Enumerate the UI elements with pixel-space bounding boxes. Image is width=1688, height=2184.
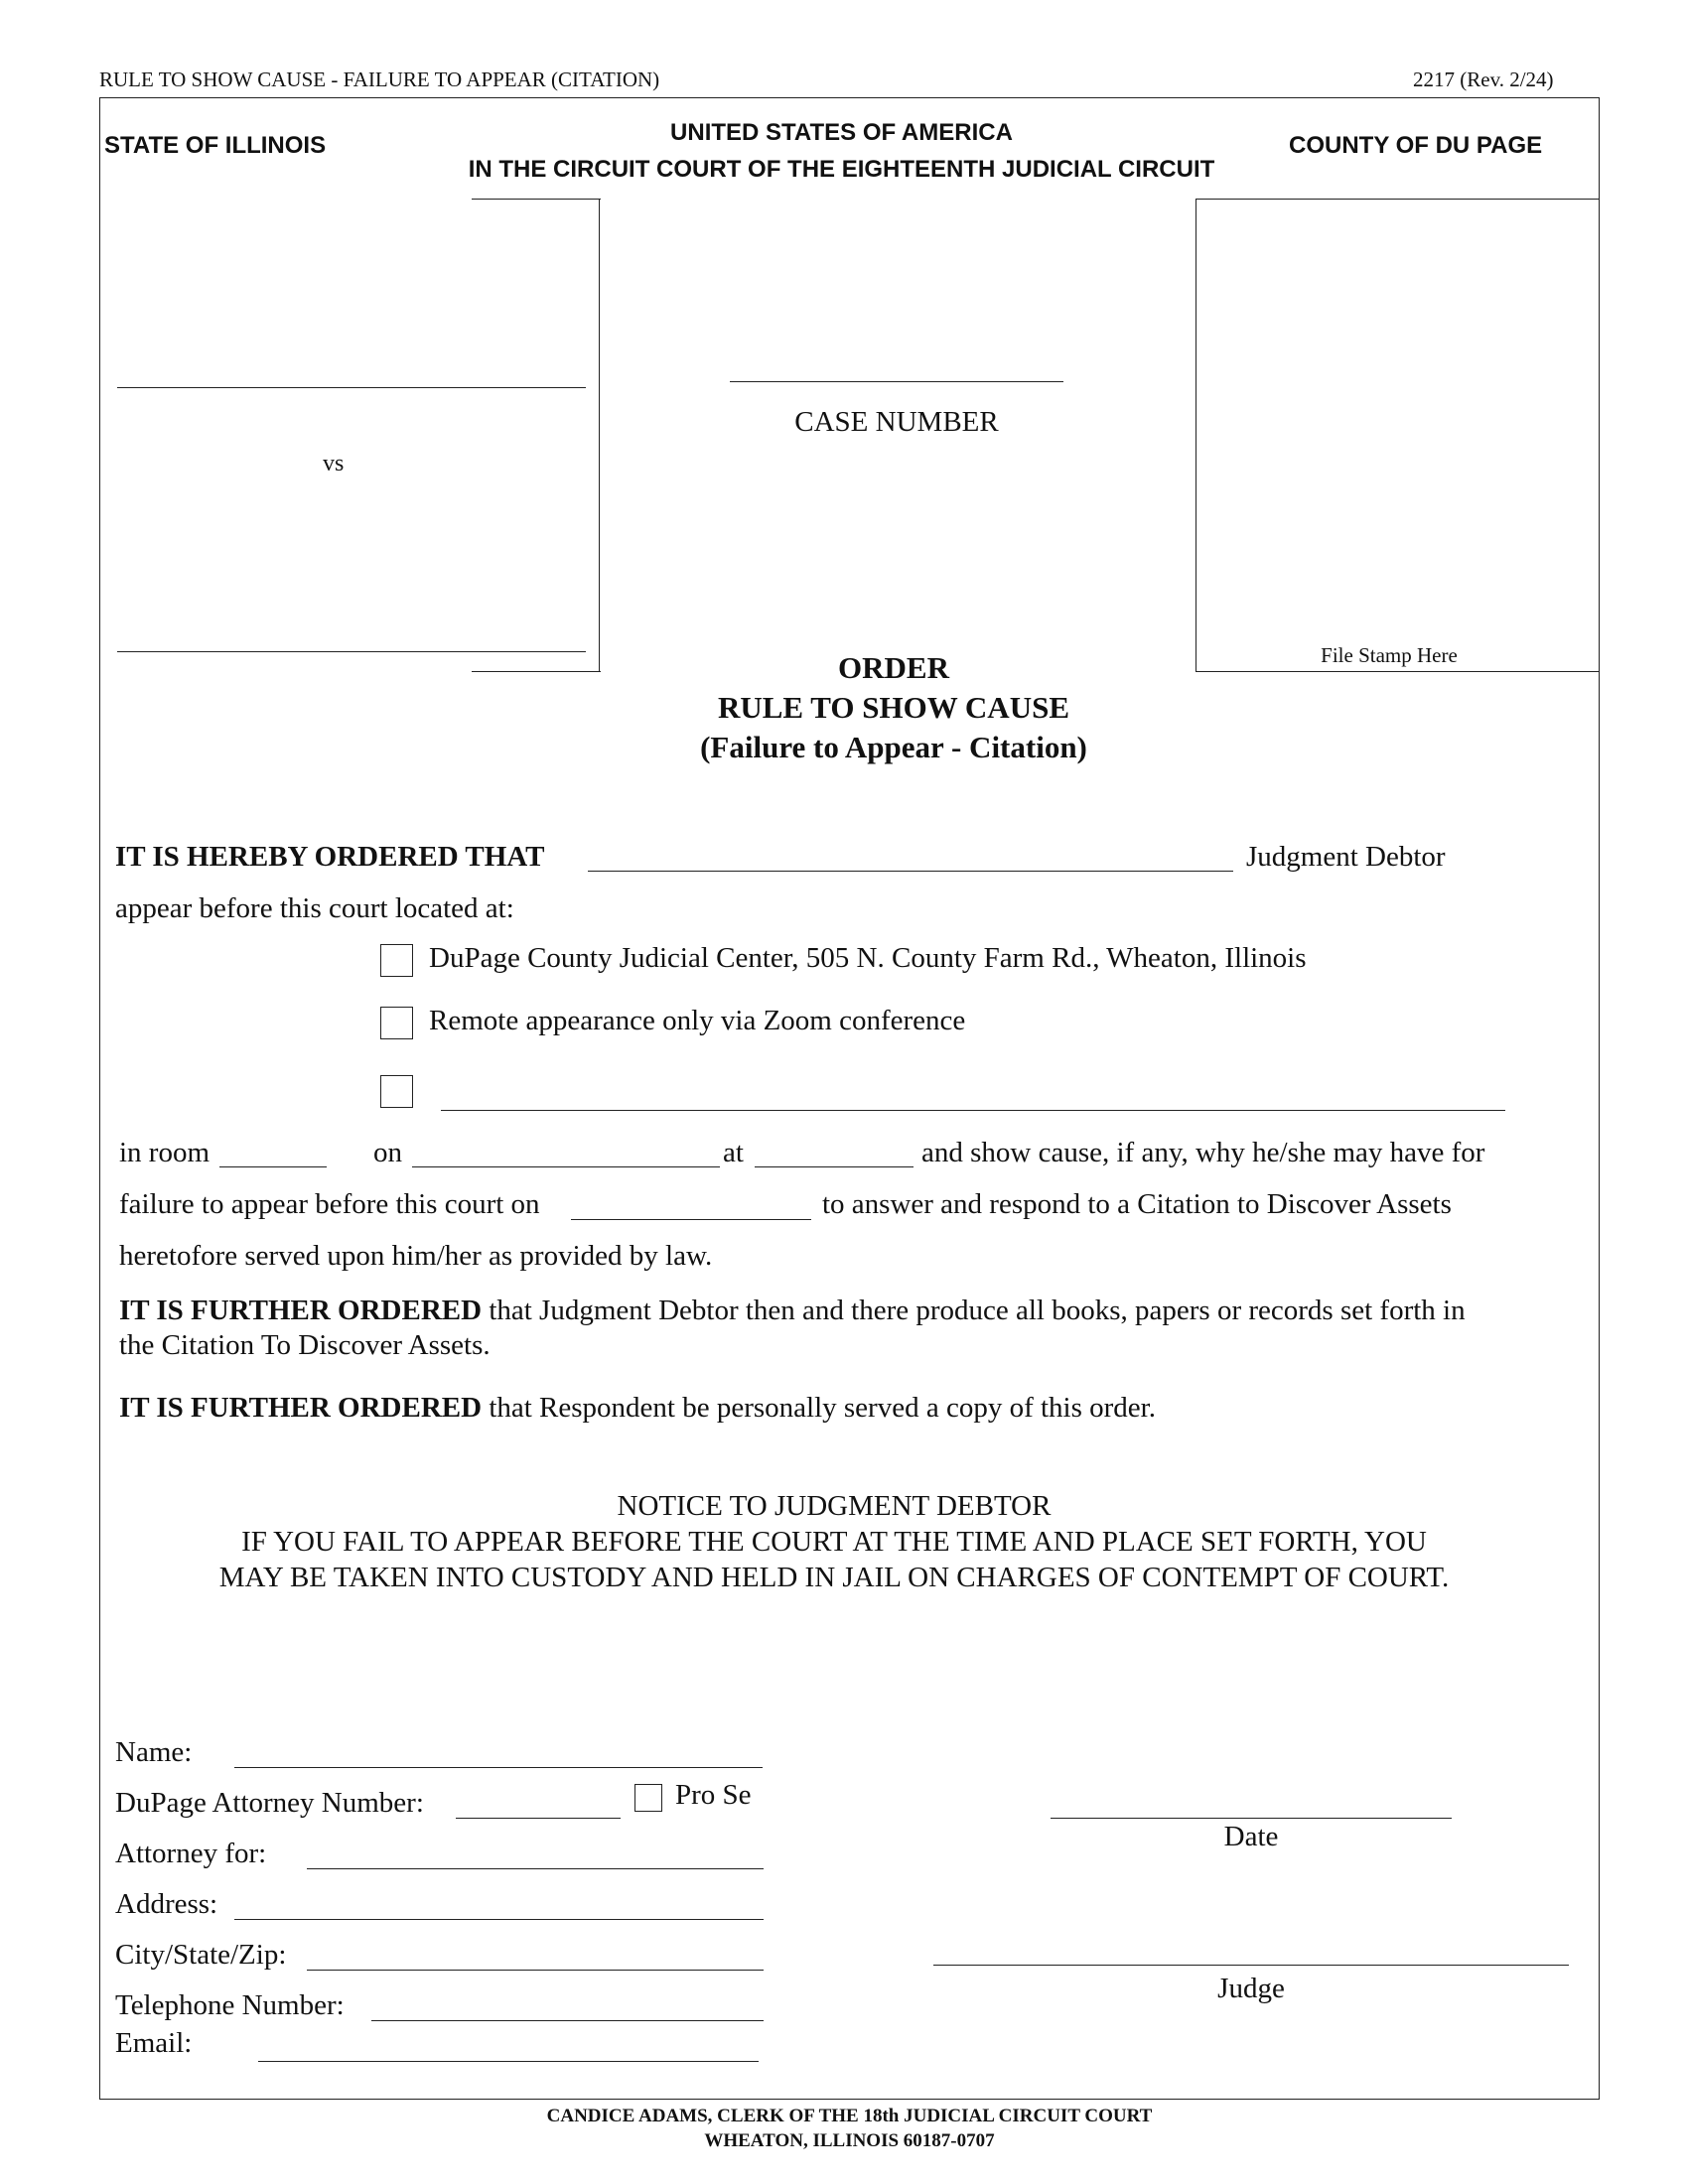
heretofore-text: heretofore served upon him/her as provided by law. — [119, 1240, 713, 1272]
zoom-option: Remote appearance only via Zoom conference — [429, 1005, 966, 1036]
judicial-center-option: DuPage County Judicial Center, 505 N. County Farm Rd., Wheaton, Illinois — [429, 942, 1307, 974]
further-ordered-1-text: that Judgment Debtor then and there produce all books, papers or records set forth in — [482, 1295, 1466, 1326]
judgment-debtor-label: Judgment Debtor — [1246, 841, 1446, 873]
room-line[interactable] — [219, 1166, 327, 1167]
caption-bracket-top — [472, 199, 601, 200]
caption-bracket-bottom — [472, 671, 601, 672]
further-ordered-1-bold: IT IS FURTHER ORDERED — [119, 1295, 483, 1326]
further-ordered-2 — [119, 1392, 1156, 1425]
attorney-for-line[interactable] — [307, 1868, 764, 1869]
at-label: at — [723, 1137, 744, 1168]
address-line[interactable] — [234, 1919, 764, 1920]
court-label: IN THE CIRCUIT COURT OF THE EIGHTEENTH JUDICIAL CIRCUIT — [468, 156, 1215, 183]
judgment-debtor-name-line[interactable] — [588, 871, 1233, 872]
to-answer-text: to answer and respond to a Citation to Discover Assets — [822, 1188, 1452, 1220]
telephone-label: Telephone Number: — [115, 1989, 345, 2021]
further-ordered-1-cont: the Citation To Discover Assets. — [119, 1329, 491, 1361]
case-number-label: CASE NUMBER — [794, 406, 999, 438]
address-label: Address: — [115, 1888, 218, 1920]
time-line[interactable] — [755, 1166, 914, 1167]
name-label: Name: — [115, 1736, 193, 1768]
other-location-checkbox[interactable] — [380, 1075, 413, 1108]
failure-date-line[interactable] — [571, 1219, 811, 1220]
order-title: ORDER — [838, 650, 949, 685]
pro-se-checkbox[interactable] — [634, 1784, 662, 1812]
city-state-zip-label: City/State/Zip: — [115, 1939, 287, 1971]
state-label: STATE OF ILLINOIS — [104, 132, 327, 159]
ordered-that-label: IT IS HEREBY ORDERED THAT — [115, 841, 545, 873]
plaintiff-line[interactable] — [117, 387, 586, 388]
date-label: Date — [1223, 1821, 1279, 1852]
date-signature-line[interactable] — [1051, 1818, 1452, 1819]
order-subtitle-paren: (Failure to Appear - Citation) — [700, 730, 1087, 764]
other-location-line[interactable] — [441, 1110, 1505, 1111]
appear-before-label: appear before this court located at: — [115, 892, 514, 924]
pro-se-label: Pro Se — [675, 1779, 752, 1811]
judge-label: Judge — [1217, 1973, 1285, 2004]
city-state-zip-line[interactable] — [307, 1970, 764, 1971]
form-title: RULE TO SHOW CAUSE - FAILURE TO APPEAR (CITATION) — [99, 68, 660, 91]
versus-label: vs — [323, 451, 345, 477]
email-label: Email: — [115, 2027, 193, 2059]
judicial-center-checkbox[interactable] — [380, 944, 413, 977]
judge-signature-line[interactable] — [933, 1965, 1569, 1966]
country-label: UNITED STATES OF AMERICA — [670, 119, 1013, 146]
show-cause-text: and show cause, if any, why he/she may have for — [921, 1137, 1485, 1168]
name-line[interactable] — [234, 1767, 763, 1768]
notice-line-1: IF YOU FAIL TO APPEAR BEFORE THE COURT AT THE TIME AND PLACE SET FORTH, YOU — [241, 1526, 1427, 1558]
date-line[interactable] — [412, 1166, 720, 1167]
attorney-number-line[interactable] — [456, 1818, 621, 1819]
attorney-number-label: DuPage Attorney Number: — [115, 1787, 424, 1819]
caption-bracket-side — [599, 199, 600, 671]
telephone-line[interactable] — [371, 2020, 764, 2021]
on-label: on — [373, 1137, 402, 1168]
notice-heading: NOTICE TO JUDGMENT DEBTOR — [617, 1490, 1052, 1522]
county-label: COUNTY OF DU PAGE — [1289, 132, 1543, 159]
notice-line-2: MAY BE TAKEN INTO CUSTODY AND HELD IN JAIL ON CHARGES OF CONTEMPT OF COURT. — [218, 1562, 1450, 1593]
case-number-line[interactable] — [730, 381, 1063, 382]
failure-to-appear-text: failure to appear before this court on — [119, 1188, 540, 1220]
form-number: 2217 (Rev. 2/24) — [1413, 68, 1554, 91]
zoom-checkbox[interactable] — [380, 1007, 413, 1039]
file-stamp-label: File Stamp Here — [1321, 643, 1458, 667]
file-stamp-box — [1196, 199, 1600, 672]
defendant-line[interactable] — [117, 651, 586, 652]
in-room-label: in room — [119, 1137, 211, 1168]
email-line[interactable] — [258, 2061, 759, 2062]
attorney-for-label: Attorney for: — [115, 1838, 267, 1869]
order-subtitle: RULE TO SHOW CAUSE — [717, 690, 1070, 725]
footer-address: WHEATON, ILLINOIS 60187-0707 — [704, 2130, 995, 2151]
further-ordered-2-bold: IT IS FURTHER ORDERED — [119, 1392, 483, 1424]
footer-clerk: CANDICE ADAMS, CLERK OF THE 18th JUDICIAL CIRCUIT COURT — [546, 2106, 1153, 2126]
further-ordered-1 — [119, 1295, 1466, 1327]
further-ordered-2-text: that Respondent be personally served a copy of this order. — [482, 1392, 1156, 1424]
